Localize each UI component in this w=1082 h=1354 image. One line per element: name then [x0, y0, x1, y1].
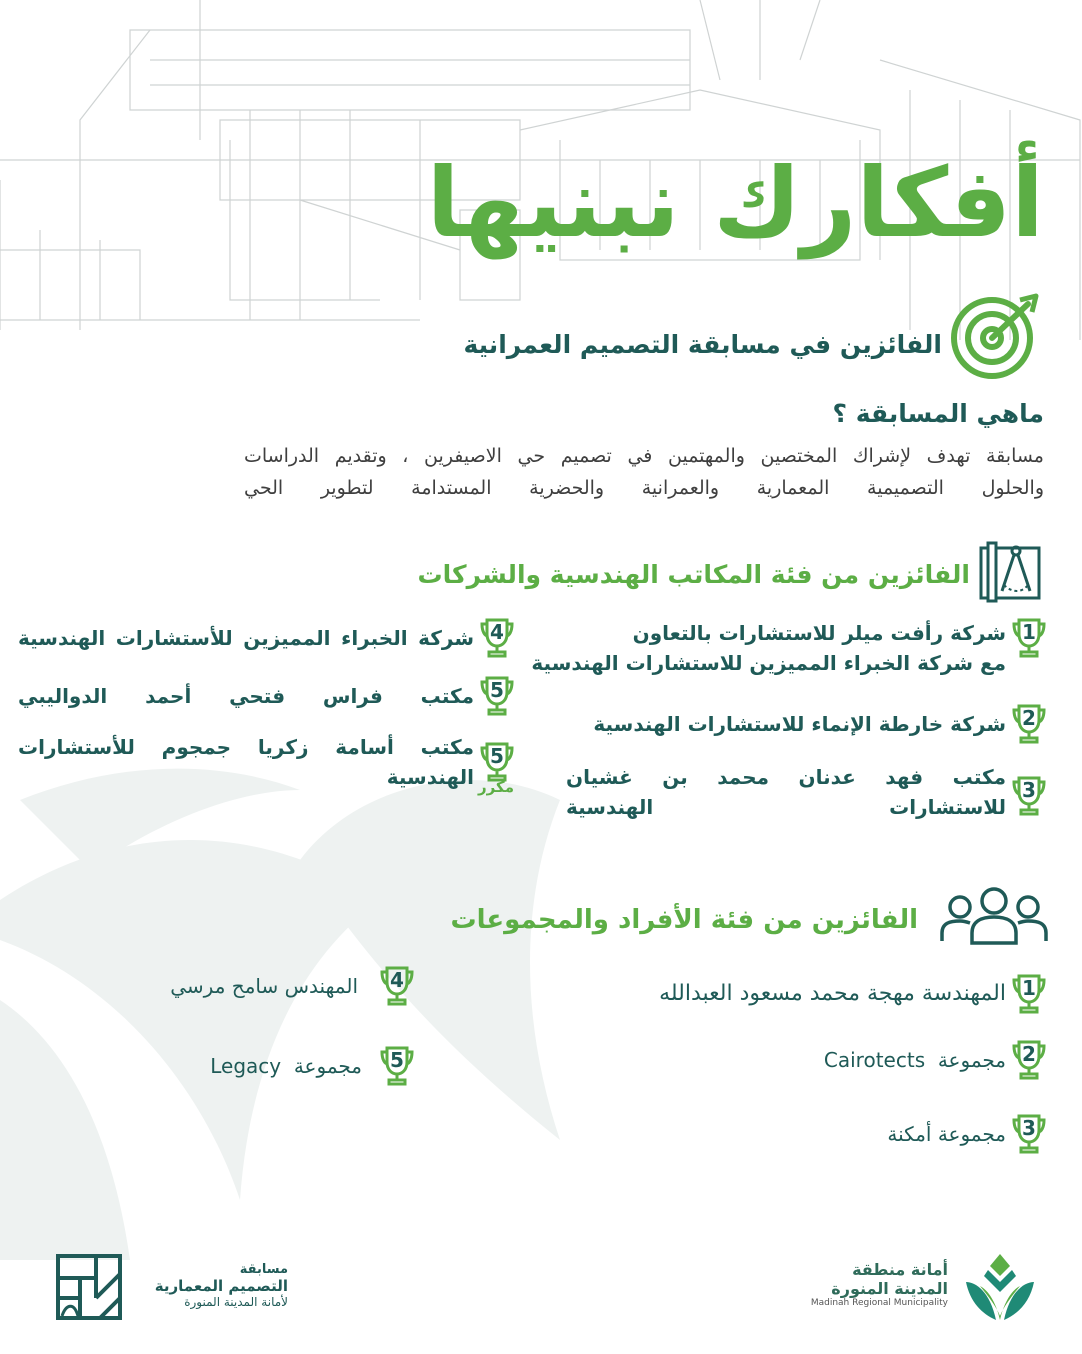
rank-number: 3: [1022, 778, 1036, 802]
firm-winner-line-1: شركة رأفت ميلر للاستشارات بالتعاون: [632, 621, 1006, 645]
firm-winner-2: [593, 704, 1046, 744]
trophy-icon: [1012, 776, 1046, 816]
rank-number: 5: [390, 1048, 404, 1072]
rank-number: 5: [490, 744, 504, 768]
firm-winner-text: شركة خارطة الإنماء للاستشارات الهندسية: [593, 712, 1006, 736]
firm-winner-text: [566, 762, 1006, 822]
firm-winner-1: [531, 618, 1046, 678]
firm-winner-line-1: مكتب فهد عدنان محمد بن غشيان: [566, 765, 1006, 789]
individual-winner-5: [210, 1046, 414, 1086]
trophy-icon: [480, 618, 514, 658]
individual-winner-text: المهندس سامح مرسي: [170, 974, 358, 998]
firm-winner-text: شركة الخبراء المميزين للأستشارات الهندسية: [18, 626, 474, 650]
trophy-icon: [480, 742, 514, 782]
individual-winner-text: المهندسة مهجة محمد مسعود العبدالله: [659, 981, 1006, 1006]
municipality-logo-text: [788, 1260, 948, 1308]
page-title: أفكارك نبنيها: [426, 147, 1044, 259]
rank-number: 1: [1022, 620, 1036, 644]
firm-winner-5a: [18, 676, 514, 716]
firm-winner-4: [18, 618, 514, 658]
firm-winner-5b: [18, 732, 514, 792]
municipality-logo-line-3: Madinah Regional Municipality: [810, 1298, 948, 1308]
individual-winner-text: مجموعة أمكنة: [887, 1122, 1006, 1146]
competition-logo-line-2: التصميم المعمارية: [154, 1277, 288, 1295]
trophy-icon: [1012, 704, 1046, 744]
firm-winner-3: [566, 762, 1046, 822]
trophy-icon: [1012, 618, 1046, 658]
individual-winner-text: مجموعة Cairotects: [823, 1048, 1006, 1072]
individual-winner-1: [659, 974, 1046, 1014]
municipality-logo-mark: [962, 1248, 1038, 1324]
rank-number: 2: [1022, 706, 1036, 730]
trophy-icon: [380, 966, 414, 1006]
rank-number: 4: [390, 968, 404, 992]
page-subtitle: الفائزين في مسابقة التصميم العمرانية: [463, 330, 942, 359]
individual-winner-3: [887, 1114, 1046, 1154]
trophy-icon: [1012, 1040, 1046, 1080]
individuals-heading: الفائزين من فئة الأفراد والمجموعات: [450, 905, 918, 935]
firm-winner-line-2: للاستشارات الهندسية: [566, 795, 1006, 819]
competition-logo-text: [128, 1262, 288, 1309]
rank-number: 5: [490, 678, 504, 702]
firm-winner-text: مكتب أسامة زكريا جمجوم للأستشارات الهندسية: [18, 735, 474, 789]
competition-logo-line-3: لأمانة المدينة المنورة: [184, 1295, 288, 1309]
about-line-2: والحلول التصميمية المعمارية والعمرانية والحضرية المستدامة لتطوير الحي: [244, 477, 1044, 499]
individual-winner-2: [824, 1040, 1046, 1080]
firm-winner-line-2: مع شركة الخبراء المميزين للاستشارات الهندسية: [531, 651, 1006, 675]
municipality-logo-line-1: أمانة منطقة: [852, 1260, 948, 1279]
trophy-icon: [1012, 974, 1046, 1014]
target-icon: [948, 292, 1044, 382]
rank-number: 2: [1022, 1042, 1036, 1066]
group-icon: [940, 885, 1048, 947]
trophy-icon: [480, 676, 514, 716]
individual-winner-4: [170, 966, 414, 1006]
municipality-logo-line-2: المدينة المنورة: [831, 1279, 948, 1298]
firms-heading: الفائزين من فئة المكاتب الهندسية والشركات: [417, 560, 970, 589]
about-heading: ماهي المسابقة ؟: [832, 399, 1044, 428]
rank-number: 4: [490, 620, 504, 644]
competition-logo-line-1: مسابقة: [239, 1262, 288, 1277]
about-description: [244, 440, 1044, 504]
drafting-compass-icon: [978, 541, 1044, 603]
repeated-note: مكرر: [478, 778, 514, 796]
firm-winner-text: مكتب فراس فتحي أحمد الدواليبي: [18, 684, 474, 708]
trophy-icon: [380, 1046, 414, 1086]
trophy-icon: [1012, 1114, 1046, 1154]
individual-winner-text: مجموعة Legacy: [210, 1054, 362, 1078]
rank-number: 1: [1022, 976, 1036, 1000]
firm-winner-text: [531, 618, 1006, 678]
rank-number: 3: [1022, 1116, 1036, 1140]
about-line-1: مسابقة تهدف لإشراك المختصين والمهتمين في تصميم حي الاصيفرين ، وتقديم الدراسات: [244, 445, 1044, 467]
competition-logo-mark: [56, 1254, 122, 1320]
